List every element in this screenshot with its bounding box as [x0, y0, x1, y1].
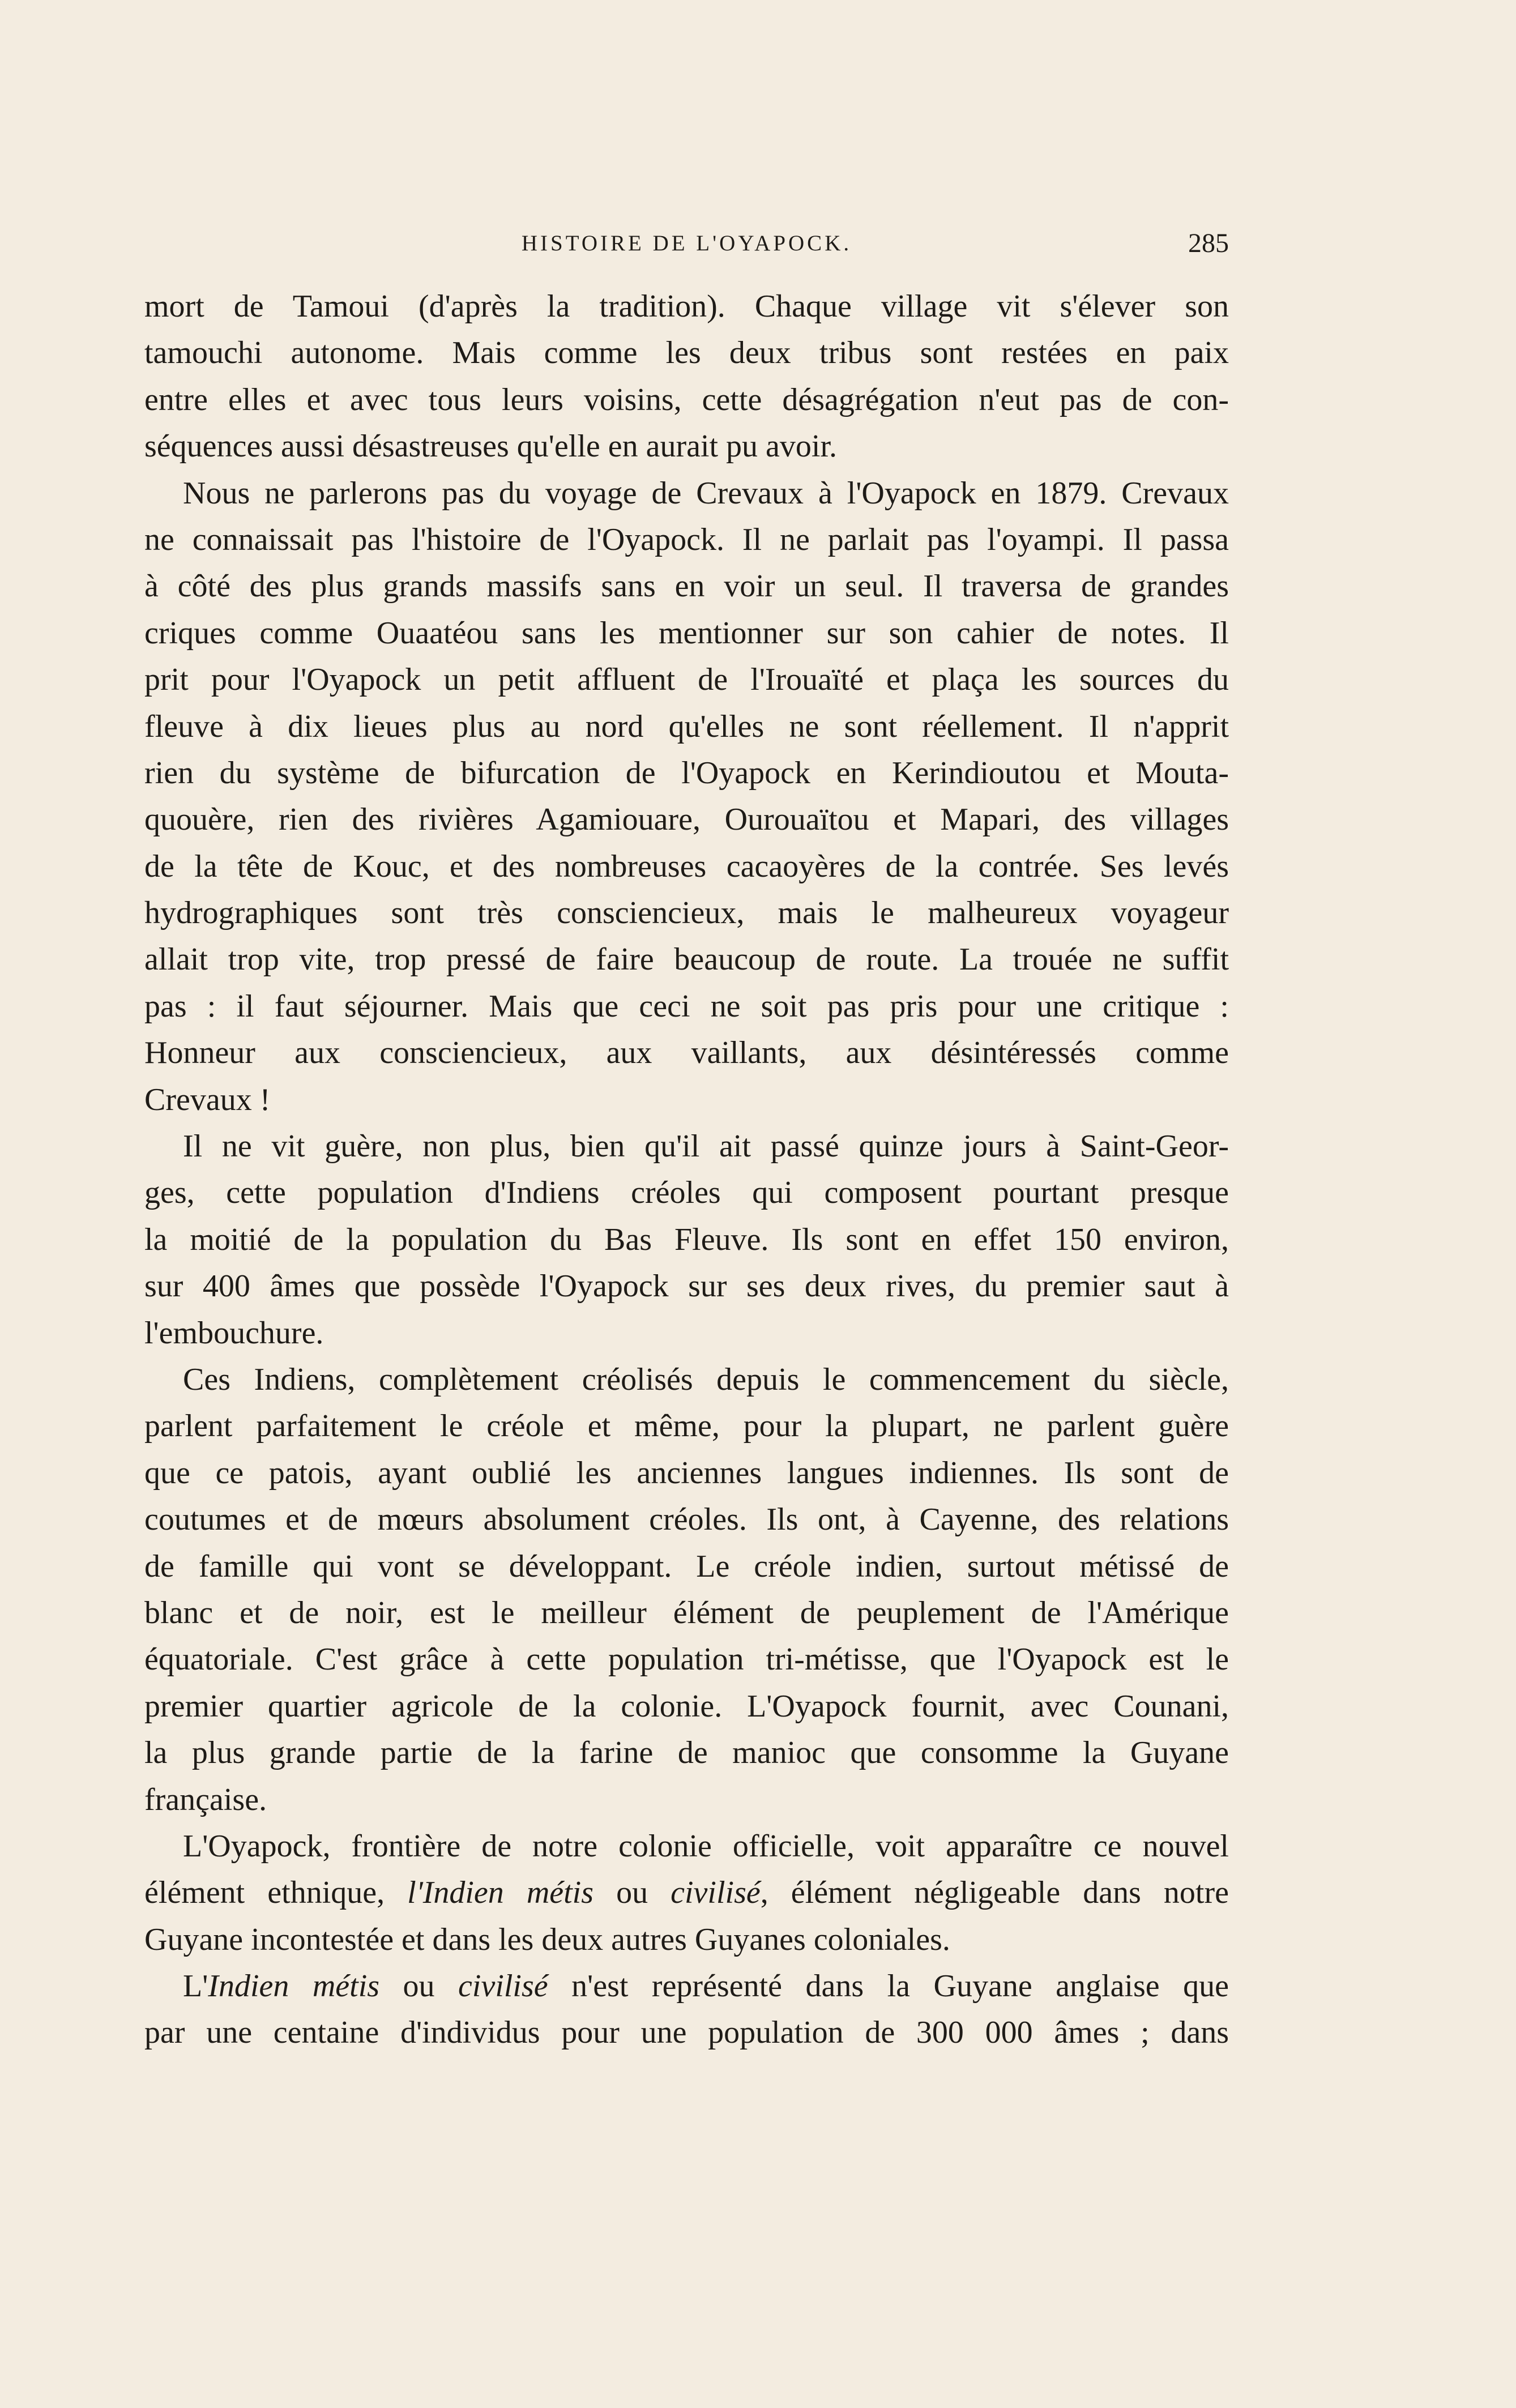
text-line: que ce patois, ayant oublié les anciennes langues indiennes. Ils sont de [144, 1455, 1229, 1491]
text-segment: ou [593, 1875, 671, 1911]
text-line: Crevaux ! [144, 1082, 271, 1117]
text-line: à côté des plus grands massifs sans en voir un seul. Il traversa de grandes [144, 569, 1229, 604]
text-line: Ces Indiens, complètement créolisés depuis le commencement du siècle, [183, 1361, 1229, 1397]
italic-term: l'Indien métis [407, 1875, 594, 1911]
italic-term: civilisé [458, 1969, 548, 2004]
text-line: sur 400 âmes que possède l'Oyapock sur ses deux rives, du premier saut à [144, 1269, 1229, 1304]
text-line: hydrographiques sont très consciencieux, mais le malheureux voyageur [144, 895, 1229, 931]
text-line: rien du système de bifurcation de l'Oyapock en Kerindioutou et Mouta- [144, 755, 1229, 791]
text-line: la plus grande partie de la farine de manioc que consomme la Guyane [144, 1735, 1229, 1771]
text-line: de famille qui vont se développant. Le créole indien, surtout métissé de [144, 1548, 1229, 1584]
text-line: parlent parfaitement le créole et même, pour la plupart, ne parlent guère [144, 1408, 1229, 1444]
text-line: pas : il faut séjourner. Mais que ceci ne soit pas pris pour une critique : [144, 988, 1229, 1024]
text-line: L'Oyapock, frontière de notre colonie officielle, voit apparaître ce nouvel [183, 1828, 1229, 1864]
text-line [144, 1963, 1229, 2009]
text-line: ne connaissait pas l'histoire de l'Oyapock. Il ne parlait pas l'oyampi. Il passa [144, 522, 1229, 557]
text-line: blanc et de noir, est le meilleur élément de peuplement de l'Amérique [144, 1595, 1229, 1630]
text-line: criques comme Ouaatéou sans les mentionner sur son cahier de notes. Il [144, 615, 1229, 651]
text-segment: ou [379, 1969, 459, 2004]
text-line: Guyane incontestée et dans les deux autres Guyanes coloniales. [144, 1922, 950, 1957]
text-line: la moitié de la population du Bas Fleuve. Ils sont en effet 150 environ, [144, 1222, 1229, 1257]
text-line: tamouchi autonome. Mais comme les deux tribus sont restées en paix [144, 335, 1229, 371]
text-line: séquences aussi désastreuses qu'elle en aurait pu avoir. [144, 429, 838, 464]
page-number: 285 [1188, 228, 1229, 258]
text-line: quouère, rien des rivières Agamiouare, Ourouaïtou et Mapari, des villages [144, 802, 1229, 838]
italic-term: Indien métis [208, 1969, 380, 2004]
text-line: Nous ne parlerons pas du voyage de Crevaux à l'Oyapock en 1879. Crevaux [183, 475, 1229, 511]
text-segment: n'est représenté dans la Guyane anglaise que [548, 1969, 1229, 2004]
text-line: par une centaine d'individus pour une population de 300 000 âmes ; dans [144, 2015, 1229, 2051]
text-line: l'embouchure. [144, 1315, 324, 1351]
text-line: Honneur aux consciencieux, aux vaillants, aux désintéressés comme [144, 1035, 1229, 1071]
text-line: entre elles et avec tous leurs voisins, cette désagrégation n'eut pas de con- [144, 382, 1229, 417]
text-segment: L' [183, 1969, 208, 2004]
text-segment: élément ethnique, [144, 1875, 408, 1911]
text-line: Il ne vit guère, non plus, bien qu'il ait passé quinze jours à Saint-Geor- [183, 1129, 1229, 1164]
body-text [144, 283, 1229, 2056]
text-line [144, 1869, 1229, 1916]
text-line: fleuve à dix lieues plus au nord qu'elles ne sont réellement. Il n'apprit [144, 708, 1229, 744]
italic-term: civilisé [671, 1875, 761, 1911]
text-line: mort de Tamoui (d'après la tradition). Chaque village vit s'élever son [144, 289, 1229, 324]
text-line: allait trop vite, trop pressé de faire beaucoup de route. La trouée ne suffit [144, 942, 1229, 977]
text-line: premier quartier agricole de la colonie. L'Oyapock fournit, avec Counani, [144, 1688, 1229, 1724]
running-head [144, 224, 1229, 263]
text-line: prit pour l'Oyapock un petit affluent de l'Irouaïté et plaça les sources du [144, 662, 1229, 698]
running-title: HISTOIRE DE L'OYAPOCK. [521, 231, 852, 255]
text-line: coutumes et de mœurs absolument créoles. Ils ont, à Cayenne, des relations [144, 1502, 1229, 1538]
text-line: ges, cette population d'Indiens créoles qui composent pourtant presque [144, 1175, 1229, 1211]
text-line: française. [144, 1782, 267, 1817]
text-line: de la tête de Kouc, et des nombreuses cacaoyères de la contrée. Ses levés [144, 848, 1229, 884]
text-line: équatoriale. C'est grâce à cette population tri-métisse, que l'Oyapock est le [144, 1642, 1229, 1677]
text-segment: , élément négligeable dans notre [760, 1875, 1229, 1911]
